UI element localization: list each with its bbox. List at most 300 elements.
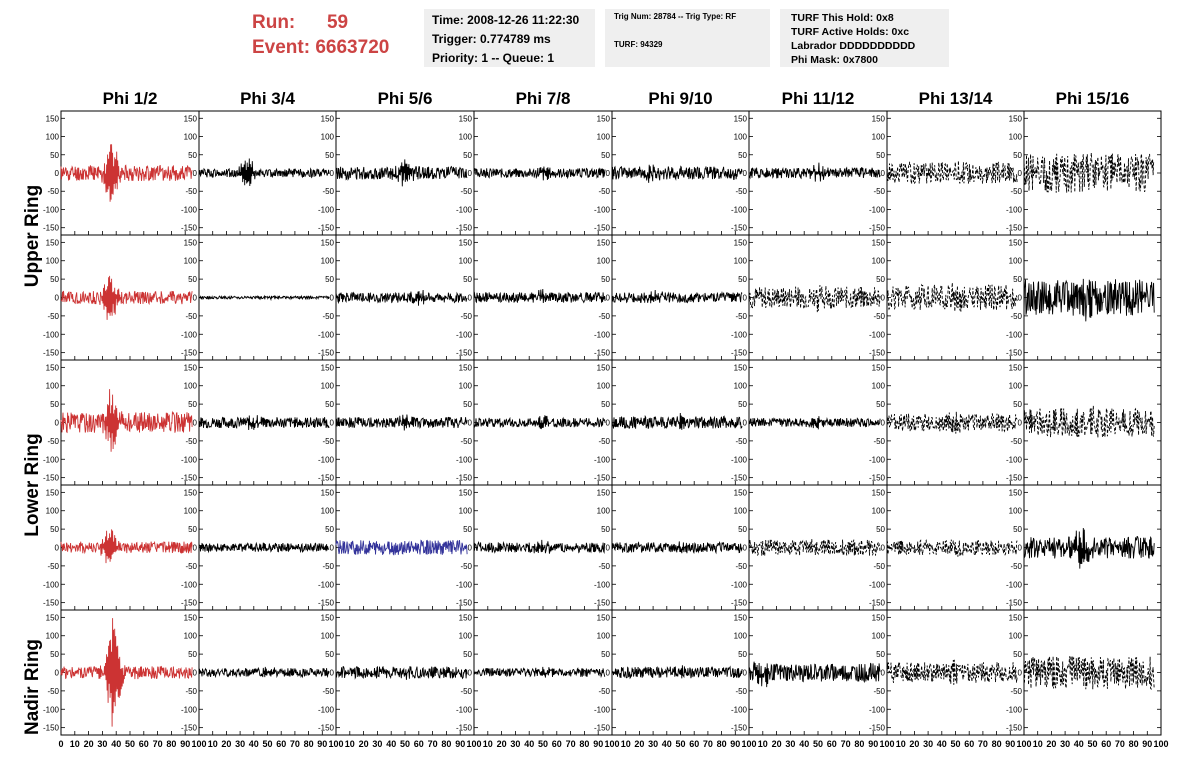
y-tick-label: 50 [463, 150, 472, 160]
column-title: Phi 1/2 [102, 89, 158, 108]
y-tick-label: -100 [868, 330, 885, 340]
y-tick-label: -150 [455, 598, 472, 608]
y-tick-label: 0 [605, 169, 610, 178]
y-tick-label: 100 [458, 506, 472, 516]
y-tick-label: -150 [730, 598, 747, 608]
y-tick-label: 0 [192, 418, 197, 428]
x-tick-label: 80 [166, 739, 177, 749]
y-tick-label: 100 [1008, 381, 1022, 391]
y-tick-label: -50 [735, 686, 747, 696]
y-tick-label: -150 [180, 598, 197, 608]
y-tick-label: 0 [880, 418, 885, 428]
y-tick-label: 150 [45, 613, 59, 623]
y-tick-label: -100 [593, 580, 610, 590]
y-tick-label: -150 [42, 723, 59, 733]
x-tick-label: 20 [771, 739, 782, 749]
y-tick-label: 50 [738, 525, 747, 535]
x-tick-label: 90 [455, 739, 466, 749]
y-tick-label: -50 [460, 686, 472, 696]
x-tick-label: 10 [620, 739, 631, 749]
x-tick-label: 50 [1087, 739, 1098, 749]
y-tick-label: 150 [733, 114, 747, 124]
y-tick-label: 0 [54, 543, 59, 553]
y-tick-label: 0 [605, 668, 610, 678]
run-label: Run: [252, 12, 296, 33]
y-tick-label: -50 [322, 311, 334, 321]
y-tick-label: 100 [596, 631, 610, 641]
turf-this-hold-text: TURF This Hold: 0x8 [791, 12, 894, 24]
y-tick-label: 100 [1008, 256, 1022, 266]
y-tick-label: 150 [45, 488, 59, 498]
y-tick-label: -100 [868, 580, 885, 590]
y-tick-label: 150 [733, 613, 747, 623]
y-tick-label: 0 [1017, 543, 1022, 553]
x-tick-label: 90 [180, 739, 191, 749]
y-tick-label: -50 [322, 561, 334, 571]
y-tick-label: -150 [180, 723, 197, 733]
y-tick-label: 100 [45, 132, 59, 142]
y-tick-label: 50 [876, 525, 885, 535]
x-tick-label: 30 [648, 739, 659, 749]
event-label: Event: [252, 37, 311, 58]
y-tick-label: 50 [463, 650, 472, 660]
y-tick-label: 0 [605, 293, 610, 303]
y-tick-label: -150 [180, 348, 197, 358]
y-tick-label: 150 [45, 238, 59, 248]
y-tick-label: 150 [1008, 238, 1022, 248]
y-tick-label: -100 [180, 455, 197, 465]
y-tick-label: 0 [329, 418, 334, 428]
y-tick-label: 100 [458, 381, 472, 391]
y-tick-label: 0 [54, 418, 59, 428]
x-tick-label: 40 [661, 739, 672, 749]
y-tick-label: -50 [322, 187, 334, 197]
y-tick-label: 100 [596, 381, 610, 391]
y-tick-label: 150 [1008, 114, 1022, 124]
y-tick-label: 150 [733, 488, 747, 498]
x-tick-label: 10 [69, 739, 80, 749]
y-tick-label: 50 [876, 150, 885, 160]
y-tick-label: 150 [871, 613, 885, 623]
x-tick-label: 60 [551, 739, 562, 749]
y-tick-label: 150 [320, 114, 334, 124]
x-tick-label: 20 [83, 739, 94, 749]
y-tick-label: -150 [455, 473, 472, 483]
y-tick-label: 150 [183, 363, 197, 373]
x-tick-label: 20 [1046, 739, 1057, 749]
y-tick-label: -50 [1010, 686, 1022, 696]
x-tick-label: 50 [950, 739, 961, 749]
y-tick-label: 0 [742, 169, 747, 178]
y-tick-label: -150 [730, 723, 747, 733]
x-tick-label: 100 [191, 739, 207, 749]
x-tick-label: 90 [1005, 739, 1016, 749]
x-tick-label: 40 [111, 739, 122, 749]
y-tick-label: -50 [598, 686, 610, 696]
y-tick-label: -50 [47, 436, 59, 446]
y-tick-label: -100 [1005, 705, 1022, 715]
y-tick-label: 50 [50, 525, 59, 535]
x-tick-label: 90 [730, 739, 741, 749]
column-title: Phi 13/14 [918, 89, 993, 108]
x-tick-label: 90 [593, 739, 604, 749]
y-tick-label: -150 [317, 348, 334, 358]
y-tick-label: -100 [42, 205, 59, 215]
y-tick-label: 100 [183, 631, 197, 641]
y-tick-label: -50 [185, 561, 197, 571]
y-tick-label: -150 [1005, 348, 1022, 358]
y-tick-label: -50 [735, 187, 747, 197]
y-tick-label: 100 [320, 506, 334, 516]
x-tick-label: 30 [97, 739, 108, 749]
y-tick-label: -50 [598, 561, 610, 571]
y-tick-label: 100 [320, 381, 334, 391]
x-tick-label: 60 [413, 739, 424, 749]
y-tick-label: 50 [325, 400, 334, 410]
column-title: Phi 5/6 [377, 89, 433, 108]
y-tick-label: -150 [868, 723, 885, 733]
x-tick-label: 10 [344, 739, 355, 749]
y-tick-label: 100 [596, 256, 610, 266]
panel-frame [887, 111, 1024, 235]
y-tick-label: -100 [317, 205, 334, 215]
y-tick-label: 0 [467, 293, 472, 303]
x-tick-label: 80 [441, 739, 452, 749]
y-tick-label: -50 [873, 311, 885, 321]
y-tick-label: -50 [1010, 187, 1022, 197]
x-tick-label: 30 [510, 739, 521, 749]
y-tick-label: -50 [322, 686, 334, 696]
column-title: Phi 9/10 [648, 89, 713, 108]
y-tick-label: 0 [329, 543, 334, 553]
y-tick-label: -50 [460, 311, 472, 321]
event-value: 6663720 [315, 37, 390, 58]
y-tick-label: -100 [180, 705, 197, 715]
row-title: Lower Ring [22, 433, 43, 537]
y-tick-label: 100 [733, 256, 747, 266]
y-tick-label: -50 [185, 686, 197, 696]
y-tick-label: -150 [1005, 723, 1022, 733]
y-tick-label: 50 [188, 650, 197, 660]
y-tick-label: 150 [1008, 613, 1022, 623]
x-tick-label: 60 [276, 739, 287, 749]
x-tick-label: 40 [1073, 739, 1084, 749]
y-tick-label: -50 [1010, 436, 1022, 446]
x-tick-label: 50 [124, 739, 136, 749]
y-tick-label: -100 [730, 455, 747, 465]
y-tick-label: 100 [183, 132, 197, 142]
y-tick-label: -150 [317, 598, 334, 608]
y-tick-label: 50 [1013, 525, 1022, 535]
y-tick-label: -150 [317, 223, 334, 233]
y-tick-label: 150 [458, 363, 472, 373]
y-tick-label: -100 [1005, 205, 1022, 215]
y-tick-label: 100 [45, 506, 59, 516]
y-tick-label: 50 [1013, 275, 1022, 285]
y-tick-label: 150 [871, 238, 885, 248]
y-tick-label: -50 [735, 561, 747, 571]
x-tick-label: 70 [977, 739, 988, 749]
y-tick-label: 150 [596, 363, 610, 373]
y-tick-label: -50 [873, 436, 885, 446]
y-tick-label: -150 [455, 348, 472, 358]
y-tick-label: 50 [188, 400, 197, 410]
y-tick-label: -50 [735, 311, 747, 321]
y-tick-label: 50 [601, 150, 610, 160]
y-tick-label: 150 [183, 114, 197, 124]
phi-mask-text: Phi Mask: 0x7800 [791, 54, 878, 66]
y-tick-label: 150 [45, 363, 59, 373]
y-tick-label: 100 [596, 506, 610, 516]
y-tick-label: -100 [42, 455, 59, 465]
y-tick-label: 0 [1017, 668, 1022, 678]
y-tick-label: 50 [738, 275, 747, 285]
x-tick-label: 60 [1101, 739, 1112, 749]
y-tick-label: 0 [467, 668, 472, 678]
x-tick-label: 70 [427, 739, 438, 749]
y-tick-label: 0 [467, 543, 472, 553]
y-tick-label: -50 [598, 436, 610, 446]
y-tick-label: 0 [605, 543, 610, 553]
y-tick-label: 50 [1013, 150, 1022, 160]
x-tick-label: 20 [221, 739, 232, 749]
y-tick-label: 50 [463, 525, 472, 535]
y-tick-label: 150 [45, 114, 59, 124]
run-value: 59 [326, 12, 349, 33]
y-tick-label: 50 [325, 275, 334, 285]
y-tick-label: -100 [593, 455, 610, 465]
y-tick-label: 0 [1017, 293, 1022, 303]
y-tick-label: -100 [317, 330, 334, 340]
y-tick-label: 50 [738, 150, 747, 160]
y-tick-label: 100 [458, 631, 472, 641]
y-tick-label: 150 [733, 363, 747, 373]
y-tick-label: 100 [320, 256, 334, 266]
y-tick-label: -100 [593, 705, 610, 715]
y-tick-label: -150 [455, 223, 472, 233]
x-tick-label: 50 [399, 739, 411, 749]
y-tick-label: 50 [738, 650, 747, 660]
y-tick-label: 0 [54, 668, 59, 678]
x-tick-label: 80 [579, 739, 590, 749]
y-tick-label: 100 [871, 132, 885, 142]
y-tick-label: -100 [180, 580, 197, 590]
y-tick-label: 100 [871, 256, 885, 266]
x-tick-label: 70 [702, 739, 713, 749]
y-tick-label: -50 [47, 311, 59, 321]
y-tick-label: 100 [320, 132, 334, 142]
y-tick-label: -150 [1005, 223, 1022, 233]
y-tick-label: 50 [188, 275, 197, 285]
y-tick-label: -150 [593, 348, 610, 358]
y-tick-label: 50 [601, 275, 610, 285]
y-tick-label: -150 [317, 723, 334, 733]
y-tick-label: -50 [873, 187, 885, 197]
y-tick-label: 0 [880, 543, 885, 553]
x-tick-label: 30 [785, 739, 796, 749]
y-tick-label: 50 [325, 650, 334, 660]
y-tick-label: -150 [593, 473, 610, 483]
x-tick-label: 100 [328, 739, 344, 749]
y-tick-label: 150 [183, 238, 197, 248]
time-text: Time: 2008-12-26 11:22:30 [432, 13, 580, 27]
y-tick-label: -150 [42, 223, 59, 233]
y-tick-label: -50 [322, 436, 334, 446]
y-tick-label: 150 [596, 613, 610, 623]
y-tick-label: 50 [50, 650, 59, 660]
y-tick-label: 150 [871, 363, 885, 373]
y-tick-label: 0 [329, 668, 334, 678]
x-tick-label: 90 [1142, 739, 1153, 749]
y-tick-label: 50 [463, 400, 472, 410]
y-tick-label: -150 [593, 598, 610, 608]
y-tick-label: 100 [45, 256, 59, 266]
y-tick-label: -100 [868, 455, 885, 465]
y-tick-label: 50 [1013, 650, 1022, 660]
y-tick-label: -50 [460, 187, 472, 197]
y-tick-label: 0 [329, 293, 334, 303]
y-tick-label: 50 [876, 275, 885, 285]
row-title: Upper Ring [22, 184, 43, 288]
y-tick-label: 50 [50, 400, 59, 410]
x-tick-label: 10 [757, 739, 768, 749]
y-tick-label: -100 [455, 455, 472, 465]
x-tick-label: 50 [675, 739, 686, 749]
x-tick-label: 100 [741, 739, 757, 749]
panel-frame [199, 485, 336, 610]
x-tick-label: 80 [303, 739, 314, 749]
y-tick-label: 150 [183, 613, 197, 623]
x-tick-label: 70 [840, 739, 851, 749]
y-tick-label: -50 [185, 311, 197, 321]
y-tick-label: -150 [868, 473, 885, 483]
trigger-text: Trigger: 0.774789 ms [432, 32, 551, 46]
y-tick-label: -150 [180, 223, 197, 233]
y-tick-label: -100 [1005, 580, 1022, 590]
y-tick-label: 100 [1008, 132, 1022, 142]
y-tick-label: 150 [458, 114, 472, 124]
y-tick-label: 50 [50, 150, 59, 160]
y-tick-label: 150 [871, 114, 885, 124]
y-tick-label: -150 [42, 473, 59, 483]
y-tick-label: 50 [601, 525, 610, 535]
y-tick-label: -50 [460, 436, 472, 446]
y-tick-label: -100 [42, 580, 59, 590]
y-tick-label: -100 [730, 705, 747, 715]
x-tick-label: 90 [317, 739, 328, 749]
x-tick-label: 0 [58, 739, 64, 749]
y-tick-label: 100 [871, 631, 885, 641]
x-tick-label: 40 [386, 739, 397, 749]
y-tick-label: 50 [188, 150, 197, 160]
x-tick-label: 40 [524, 739, 535, 749]
y-tick-label: 0 [192, 293, 197, 303]
x-tick-label: 100 [879, 739, 895, 749]
x-tick-label: 10 [895, 739, 906, 749]
y-tick-label: 50 [738, 400, 747, 410]
x-tick-label: 40 [248, 739, 259, 749]
y-tick-label: 0 [880, 668, 885, 678]
x-tick-label: 20 [496, 739, 507, 749]
y-tick-label: 100 [871, 381, 885, 391]
y-tick-label: 50 [1013, 400, 1022, 410]
x-tick-label: 50 [262, 739, 273, 749]
y-tick-label: 150 [1008, 488, 1022, 498]
y-tick-label: -50 [185, 187, 197, 197]
y-tick-label: 100 [458, 132, 472, 142]
y-tick-label: -100 [455, 580, 472, 590]
y-tick-label: -150 [868, 348, 885, 358]
y-tick-label: 0 [1017, 418, 1022, 428]
x-tick-label: 100 [466, 739, 482, 749]
x-tick-label: 40 [799, 739, 810, 749]
y-tick-label: 0 [742, 293, 747, 303]
y-tick-label: 150 [183, 488, 197, 498]
y-tick-label: 50 [50, 275, 59, 285]
y-tick-label: -150 [868, 223, 885, 233]
y-tick-label: -150 [593, 223, 610, 233]
y-tick-label: 0 [54, 293, 59, 303]
y-tick-label: 100 [183, 256, 197, 266]
x-tick-label: 20 [358, 739, 369, 749]
y-tick-label: -50 [598, 187, 610, 197]
column-title: Phi 11/12 [781, 89, 855, 108]
y-tick-label: 0 [742, 418, 747, 428]
y-tick-label: -100 [730, 330, 747, 340]
y-tick-label: 100 [733, 381, 747, 391]
x-tick-label: 70 [289, 739, 300, 749]
x-tick-label: 80 [1128, 739, 1139, 749]
y-tick-label: -100 [42, 330, 59, 340]
x-tick-label: 80 [991, 739, 1002, 749]
y-tick-label: -150 [455, 723, 472, 733]
x-tick-label: 50 [537, 739, 549, 749]
y-tick-label: 0 [1017, 169, 1022, 178]
turf-text: TURF: 94329 [614, 40, 663, 49]
x-tick-label: 70 [565, 739, 576, 749]
y-tick-label: -150 [1005, 598, 1022, 608]
y-tick-label: 0 [880, 293, 885, 303]
y-tick-label: 150 [733, 238, 747, 248]
y-tick-label: 50 [601, 650, 610, 660]
y-tick-label: 50 [325, 525, 334, 535]
y-tick-label: -150 [868, 598, 885, 608]
y-tick-label: -100 [868, 205, 885, 215]
y-tick-label: -100 [317, 455, 334, 465]
y-tick-label: 150 [320, 488, 334, 498]
y-tick-label: 50 [601, 400, 610, 410]
x-tick-label: 20 [909, 739, 920, 749]
x-tick-label: 30 [923, 739, 934, 749]
y-tick-label: 100 [871, 506, 885, 516]
y-tick-label: 0 [742, 543, 747, 553]
y-tick-label: -50 [460, 561, 472, 571]
y-tick-label: -100 [868, 705, 885, 715]
y-tick-label: -100 [180, 330, 197, 340]
y-tick-label: 150 [458, 488, 472, 498]
y-tick-label: -150 [730, 348, 747, 358]
y-tick-label: 150 [871, 488, 885, 498]
y-tick-label: -100 [730, 205, 747, 215]
y-tick-label: 100 [458, 256, 472, 266]
x-tick-label: 100 [1016, 739, 1032, 749]
y-tick-label: -50 [47, 187, 59, 197]
x-tick-label: 30 [372, 739, 383, 749]
y-tick-label: 150 [596, 488, 610, 498]
y-tick-label: -150 [42, 598, 59, 608]
y-tick-label: 150 [596, 238, 610, 248]
y-tick-label: -100 [593, 205, 610, 215]
